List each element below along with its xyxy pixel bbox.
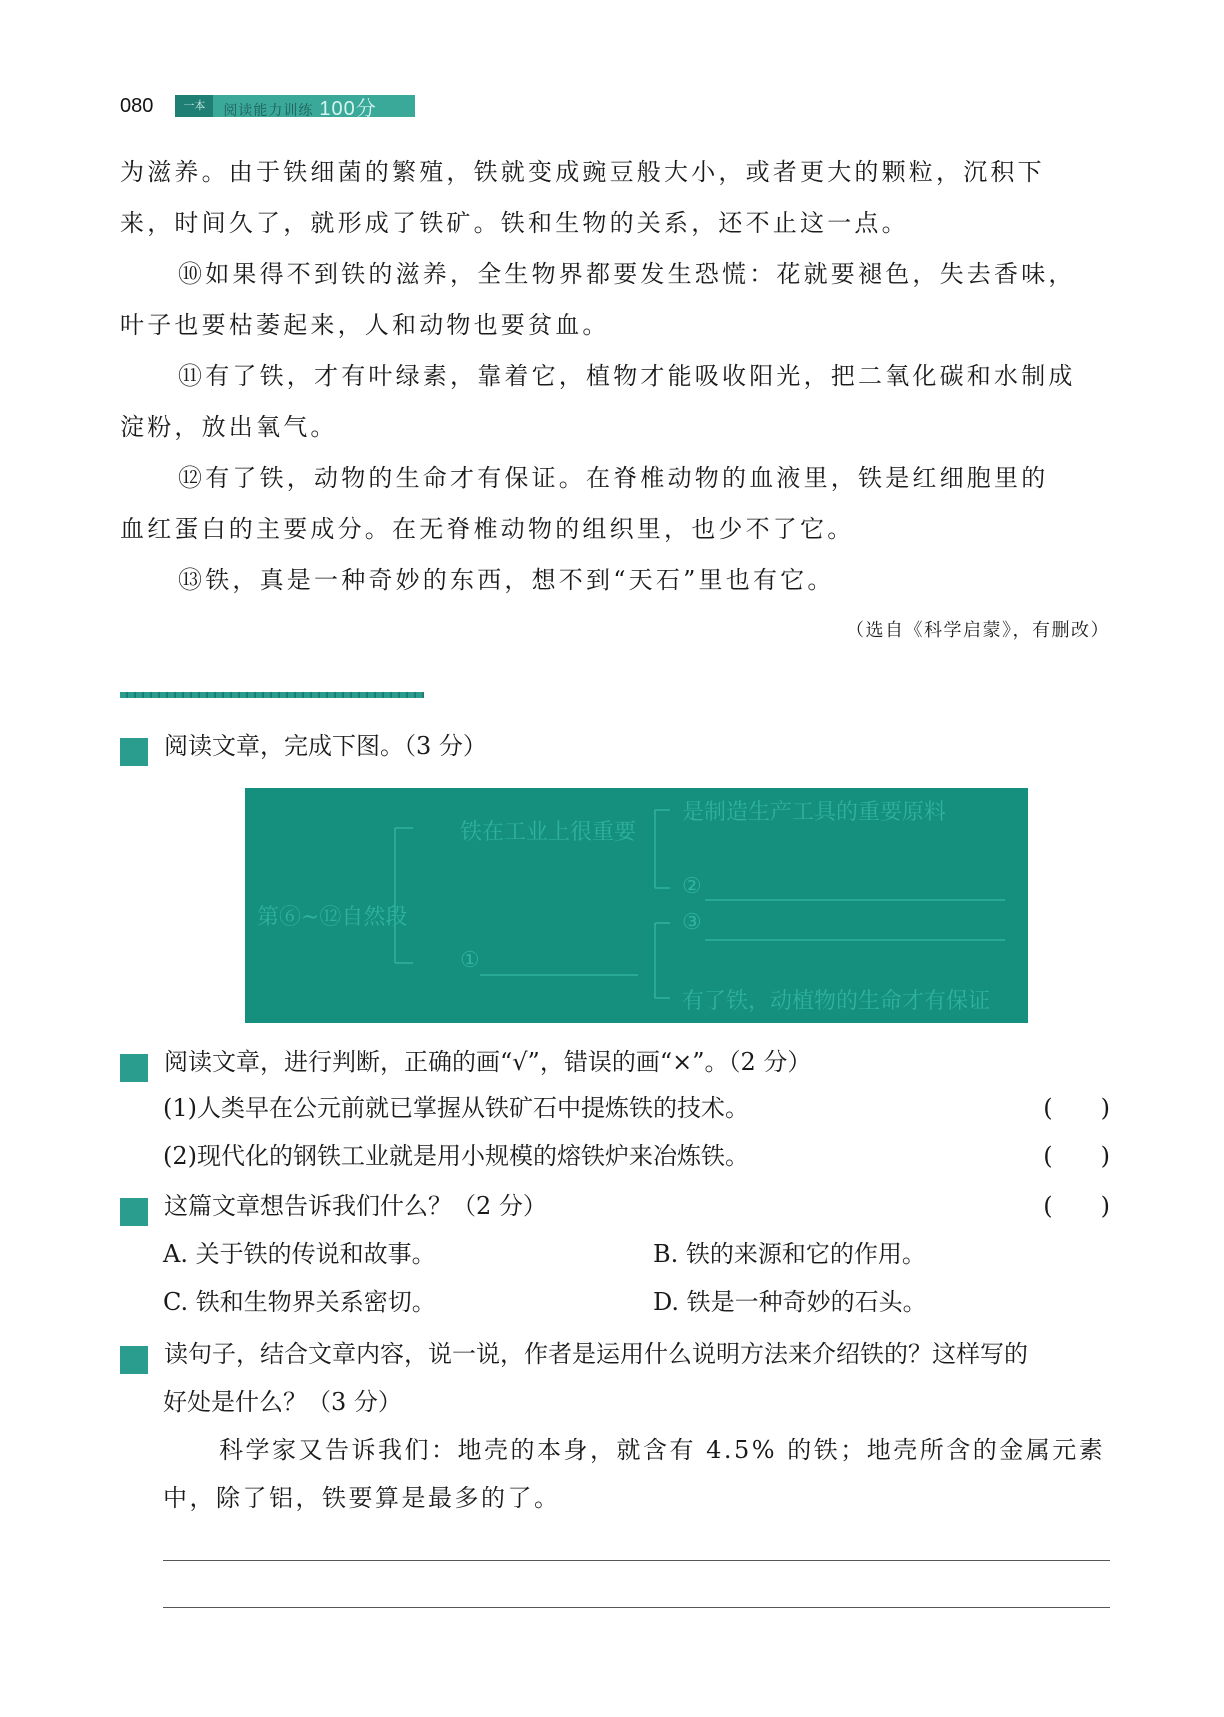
passage-line: 为滋养。由于铁细菌的繁殖，铁就变成豌豆般大小，或者更大的颗粒，沉积下 bbox=[120, 158, 1045, 186]
page-number: 080 bbox=[120, 94, 154, 117]
diagram-leaf-2: ② bbox=[682, 874, 702, 899]
option-b[interactable]: B. 铁的来源和它的作用。 bbox=[653, 1240, 926, 1268]
passage-text bbox=[120, 147, 1110, 606]
judgement-item-1: (1)人类早在公元前就已掌握从铁矿石中提炼铁的技术。 bbox=[163, 1094, 749, 1122]
question-number-badge: 2 bbox=[120, 1054, 148, 1082]
source-citation: （选自《科学启蒙》，有删改） bbox=[846, 620, 1110, 641]
diagram-branch-bottom: ① bbox=[460, 948, 480, 973]
question-4-prompt: 读句子，结合文章内容，说一说，作者是运用什么说明方法来介绍铁的？这样写的 bbox=[164, 1340, 1028, 1368]
concept-diagram bbox=[245, 788, 1028, 1023]
judgement-item-2: (2)现代化的钢铁工业就是用小规模的熔铁炉来冶炼铁。 bbox=[163, 1142, 749, 1170]
section-divider bbox=[120, 692, 424, 698]
question-1 bbox=[120, 728, 1110, 766]
question-2-prompt: 阅读文章，进行判断，正确的画“√”，错误的画“×”。（2 分） bbox=[164, 1048, 812, 1076]
question-4-prompt-cont: 好处是什么？（3 分） bbox=[163, 1388, 402, 1416]
series-title: 阅读能力训练 100分 bbox=[223, 97, 377, 120]
answer-paren[interactable]: ( ) bbox=[1043, 1192, 1110, 1220]
answer-line[interactable] bbox=[163, 1607, 1110, 1608]
option-a[interactable]: A. 关于铁的传说和故事。 bbox=[163, 1240, 436, 1268]
series-banner bbox=[175, 95, 415, 120]
passage-line: ⑫有了铁，动物的生命才有保证。在脊椎动物的血液里，铁是红细胞里的 bbox=[178, 464, 1049, 492]
answer-paren[interactable]: ( ) bbox=[1043, 1142, 1110, 1170]
passage-line: 淀粉，放出氧气。 bbox=[120, 413, 338, 441]
answer-line[interactable] bbox=[163, 1560, 1110, 1561]
question-3 bbox=[120, 1188, 1110, 1226]
series-logo: 一本 bbox=[175, 95, 213, 117]
page-header bbox=[120, 94, 415, 118]
diagram-branch-top: 铁在工业上很重要 bbox=[460, 820, 637, 845]
diagram-root: 第⑥~⑫自然段 bbox=[257, 905, 408, 930]
quoted-sentence-line-1: 科学家又告诉我们：地壳的本身，就含有 4.5% 的铁；地壳所含的金属元素 bbox=[219, 1436, 1106, 1464]
option-c[interactable]: C. 铁和生物界关系密切。 bbox=[163, 1288, 436, 1316]
quoted-sentence-line-2: 中，除了铝，铁要算是最多的了。 bbox=[163, 1484, 561, 1512]
question-3-prompt: 这篇文章想告诉我们什么？（2 分） bbox=[164, 1192, 547, 1220]
diagram-leaf-1: 是制造生产工具的重要原料 bbox=[682, 800, 947, 825]
answer-paren[interactable]: ( ) bbox=[1043, 1094, 1110, 1122]
option-d[interactable]: D. 铁是一种奇妙的石头。 bbox=[653, 1288, 927, 1316]
question-4 bbox=[120, 1336, 1110, 1374]
question-number-badge: 1 bbox=[120, 738, 148, 766]
diagram-leaf-4: 有了铁，动植物的生命才有保证 bbox=[682, 989, 991, 1014]
question-number-badge: 3 bbox=[120, 1198, 148, 1226]
passage-line: 叶子也要枯萎起来，人和动物也要贫血。 bbox=[120, 311, 610, 339]
passage-line: 血红蛋白的主要成分。在无脊椎动物的组织里，也少不了它。 bbox=[120, 515, 855, 543]
passage-line: ⑩如果得不到铁的滋养，全生物界都要发生恐慌：花就要褪色，失去香味， bbox=[178, 260, 1076, 288]
passage-line: ⑬铁，真是一种奇妙的东西，想不到“天石”里也有它。 bbox=[178, 566, 835, 594]
passage-line: ⑪有了铁，才有叶绿素，靠着它，植物才能吸收阳光，把二氧化碳和水制成 bbox=[178, 362, 1076, 390]
passage-line: 来，时间久了，就形成了铁矿。铁和生物的关系，还不止这一点。 bbox=[120, 209, 909, 237]
question-2 bbox=[120, 1044, 1110, 1082]
question-1-prompt: 阅读文章，完成下图。（3 分） bbox=[164, 732, 487, 760]
question-number-badge: 4 bbox=[120, 1346, 148, 1374]
series-number: 100分 bbox=[319, 97, 377, 120]
diagram-leaf-3: ③ bbox=[682, 910, 702, 935]
